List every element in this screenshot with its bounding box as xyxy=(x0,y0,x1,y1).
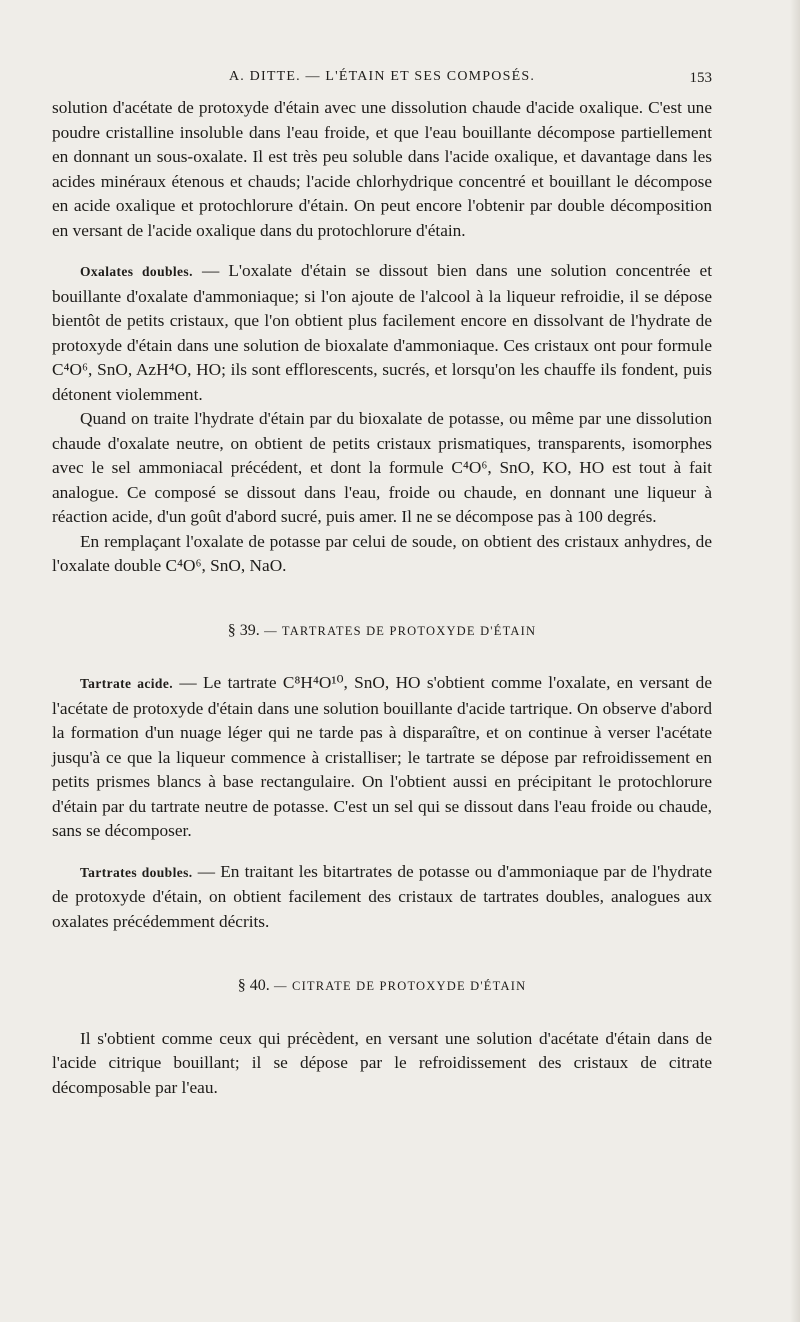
page-body xyxy=(52,96,712,1100)
paragraph-text: — Le tartrate C⁸H⁴O¹⁰, SnO, HO s'obtient comme l'oxalate, en versant de l'acétate de protoxyde d'étain dans une solution bouillante d'acide tartrique. On observe d'abord la formation d'un nuage léger qui ne tarde pas à disparaître, et on continue à verser l'acétate jusqu'à ce que la liqueur commence à cristalliser; le tartrate se dépose par refroidissement en petits prismes blancs à base rectangulaire. On l'obtient aussi en précipitant le protochlorure d'étain par du tartrate neutre de potasse. C'est un sel qui se dissout dans l'eau froide ou chaude, sans se décomposer. xyxy=(52,673,712,840)
runin-heading-oxalates-doubles: Oxalates doubles. xyxy=(80,264,193,279)
section-number: § 40. xyxy=(237,977,270,994)
section-heading-40 xyxy=(52,974,712,999)
paragraph-bioxalate-potasse: Quand on traite l'hydrate d'étain par du bioxalate de potasse, ou même par une dissolution chaude d'oxalate neutre, on obtient de petits cristaux prismatiques, transparents, isomorphes avec le sel ammoniacal précédent, et dont la formule C⁴O⁶, SnO, KO, HO est tout à fait analogue. Ce composé se dissout dans l'eau, froide ou chaude, en donnant une liqueur à réaction acide, d'un goût d'abord sucré, puis amer. Il ne se décompose pas à 100 degrés. xyxy=(52,409,712,526)
runin-heading-tartrate-acide: Tartrate acide. xyxy=(80,676,174,691)
paragraph-oxalate-continued: solution d'acétate de protoxyde d'étain avec une dissolution chaude d'acide oxalique. C'est une poudre cristalline insoluble dans l'eau froide, et que l'eau bouillante décompose partiellement en donnant un sous-oxalate. Il est très peu soluble dans l'acide oxalique, et davantage dans les acides minéraux étenous et chauds; l'acide chlorhydrique concentré et bouillant le décompose en acide oxalique et protochlorure d'étain. On peut encore l'obtenir par double décomposition en versant de l'acide oxalique dans du protochlorure d'étain. xyxy=(52,98,712,240)
section-title: — CITRATE DE PROTOXYDE D'ÉTAIN xyxy=(269,979,527,993)
page-edge xyxy=(790,0,800,1322)
paragraph-oxalates-doubles xyxy=(52,259,712,407)
page-header xyxy=(52,66,712,88)
page-number: 153 xyxy=(689,70,712,86)
section-number: § 39. xyxy=(227,621,260,639)
paragraph-oxalate-soude: En remplaçant l'oxalate de potasse par celui de soude, on obtient des cristaux anhydres, de l'oxalate double C⁴O⁶, SnO, NaO. xyxy=(52,531,712,575)
runin-heading-tartrates-doubles: Tartrates doubles. xyxy=(80,864,193,880)
paragraph-text: — En traitant les bitartrates de potasse ou d'ammoniaque par de l'hydrate de protoxyde d'étain, on obtient facilement des cristaux de tartrates doubles, analogues aux oxalates précédemment décrits. xyxy=(52,861,713,931)
paragraph-tartrate-acide xyxy=(52,671,712,844)
section-heading-39 xyxy=(52,619,712,644)
paragraph-text: — L'oxalate d'étain se dissout bien dans une solution concentrée et bouillante d'oxalate d'ammoniaque; si l'on ajoute de l'alcool à la liqueur refroidie, il se dépose bientôt de petits cristaux, que l'on obtient plus facilement encore en dissolvant de l'hydrate de protoxyde d'étain dans une solution de bioxalate d'ammoniaque. Ces cristaux ont pour formule C⁴O⁶, SnO, AzH⁴O, HO; ils sont efflorescents, sucrés, et lorsqu'on les chauffe ils fondent, puis détonent violemment. xyxy=(52,261,712,404)
paragraph-citrate: Il s'obtient comme ceux qui précèdent, en versant une solution d'acétate d'étain dans de l'acide citrique bouillant; il se dépose par le refroidissement des cristaux de citrate décomposable par l'eau. xyxy=(52,1028,712,1097)
running-title: A. DITTE. — L'ÉTAIN ET SES COMPOSÉS. xyxy=(228,69,536,84)
paragraph-tartrates-doubles xyxy=(52,860,712,935)
section-title: — TARTRATES DE PROTOXYDE D'ÉTAIN xyxy=(259,623,537,638)
